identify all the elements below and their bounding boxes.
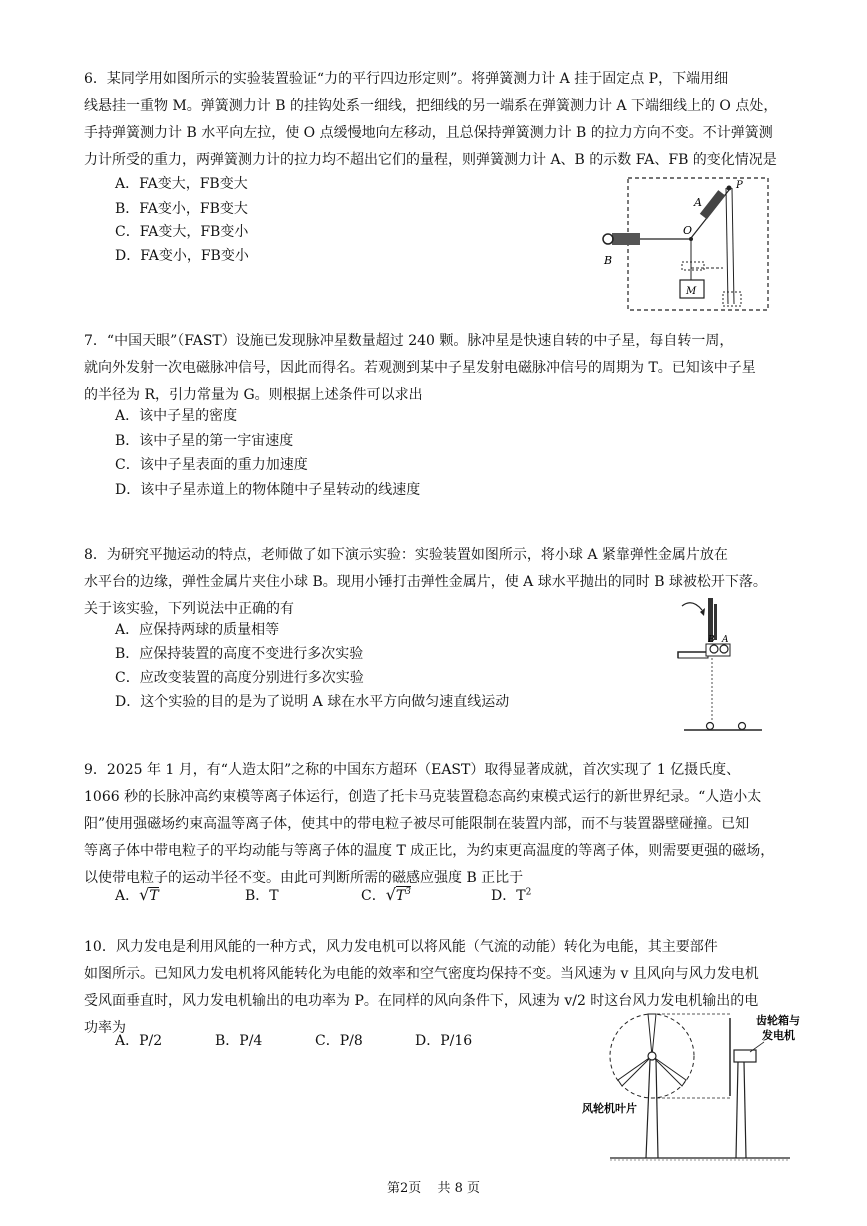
q9-line-2: 1066 秒的长脉冲高约束模等离子体运行，创造了托卡马克装置稳态高约束模式运行的新世界纪录。“人造小太 — [84, 789, 762, 805]
q8-line-2: 水平台的边缘，弹性金属片夹住小球 B。现用小锤打击弹性金属片，使 A 球水平抛出的同时 B 球被松开下落。 — [84, 574, 767, 590]
q10-line-3: 受风面垂直时，风力发电机输出的电功率为 P。在同样的风向条件下，风速为 v/2 时这台风力发电机输出的电 — [84, 993, 759, 1009]
q10-wind-turbine-figure — [580, 1008, 815, 1168]
q8-option-c: C．应改变装置的高度分别进行多次实验 — [115, 670, 364, 686]
q9-option-b: B．T — [245, 888, 279, 904]
q8-label-b: B — [708, 635, 715, 645]
question-7 — [84, 328, 812, 409]
q6-line-2: 线悬挂一重物 M。弹簧测力计 B 的挂钩处系一细线，把细线的另一端系在弹簧测力计 A 下端细线上的 O 点处， — [84, 98, 778, 114]
q6-label-m: M — [686, 286, 697, 297]
q6-option-b: B．FA变小，FB变大 — [115, 201, 248, 217]
q6-line-1: 6．某同学用如图所示的实验装置验证“力的平行四边形定则”。将弹簧测力计 A 挂于固定点 P，下端用细 — [84, 71, 729, 87]
q10-label-blade: 风轮机叶片 — [582, 1102, 637, 1115]
q8-line-1: 8．为研究平抛运动的特点，老师做了如下演示实验：实验装置如图所示，将小球 A 紧靠弹性金属片放在 — [84, 547, 728, 563]
q7-line-3: 的半径为 R，引力常量为 G。则根据上述条件可以求出 — [84, 387, 423, 403]
q10-label-gearbox-2: 发电机 — [762, 1029, 795, 1042]
q6-label-o: O — [683, 224, 693, 237]
q8-apparatus-figure — [670, 596, 765, 736]
q10-label-gearbox-1: 齿轮箱与 — [756, 1014, 800, 1027]
q7-option-c: C．该中子星表面的重力加速度 — [115, 457, 308, 473]
q10-option-b: B．P/4 — [215, 1033, 263, 1049]
q10-line-2: 如图所示。已知风力发电机将风能转化为电能的效率和空气密度均保持不变。当风速为 v 且风向与风力发电机 — [84, 966, 759, 982]
question-6 — [84, 66, 812, 174]
q6-line-4: 力计所受的重力，两弹簧测力计的拉力均不超出它们的量程，则弹簧测力计 A、B 的示数 FA、FB 的变化情况是 — [84, 152, 777, 168]
q10-option-c: C．P/8 — [315, 1033, 363, 1049]
q6-option-c: C．FA变大，FB变小 — [115, 224, 249, 240]
q7-option-d: D．该中子星赤道上的物体随中子星转动的线速度 — [115, 482, 421, 498]
footer-page-total: 共 8 页 — [437, 1181, 480, 1196]
q6-apparatus-figure — [598, 172, 773, 314]
q8-option-d: D．这个实验的目的是为了说明 A 球在水平方向做匀速直线运动 — [115, 694, 510, 710]
q9-line-1: 9．2025 年 1 月，有“人造太阳”之称的中国东方超环（EAST）取得显著成就，首次实现了 1 亿摄氏度、 — [84, 762, 741, 778]
q8-option-a: A．应保持两球的质量相等 — [115, 622, 280, 638]
q7-option-a: A．该中子星的密度 — [115, 408, 238, 424]
q10-option-a: A．P/2 — [115, 1033, 163, 1049]
q6-option-d: D．FA变小，FB变小 — [115, 248, 249, 264]
q9-line-3: 阳”使用强磁场约束高温等离子体，使其中的带电粒子被尽可能限制在装置内部，而不与装置器壁碰撞。已知 — [84, 816, 750, 832]
q7-line-1: 7．“中国天眼”（FAST）设施已发现脉冲星数量超过 240 颗。脉冲星是快速自转的中子星，每自转一周， — [84, 333, 734, 349]
q10-option-d: D．P/16 — [415, 1033, 473, 1049]
q6-line-3: 手持弹簧测力计 B 水平向左拉，使 O 点缓慢地向左移动，且总保持弹簧测力计 B 的拉力方向不变。不计弹簧测 — [84, 125, 773, 141]
q9-option-d: D．$T^2$ — [491, 887, 532, 904]
q8-option-b: B．应保持装置的高度不变进行多次实验 — [115, 646, 364, 662]
q8-line-3: 关于该实验，下列说法中正确的有 — [84, 601, 294, 617]
footer-page-number: 第2页 — [387, 1181, 422, 1196]
q9-options — [115, 885, 531, 905]
q6-option-a: A．FA变大，FB变大 — [115, 176, 248, 192]
q6-label-p: P — [736, 180, 743, 191]
q10-line-1: 10．风力发电是利用风能的一种方式，风力发电机可以将风能（气流的动能）转化为电能，其主要部件 — [84, 939, 718, 955]
q6-label-a: A — [694, 196, 702, 209]
q10-options — [115, 1030, 472, 1050]
q10-line-4: 功率为 — [84, 1020, 126, 1036]
q9-option-c: C．$√T^3$ — [361, 885, 411, 904]
q7-option-b: B．该中子星的第一宇宙速度 — [115, 433, 294, 449]
q6-label-b: B — [604, 254, 613, 267]
q8-label-a: A — [722, 635, 729, 645]
page-footer — [0, 1177, 867, 1196]
q9-line-4: 等离子体中带电粒子的平均动能与等离子体的温度 T 成正比，为约束更高温度的等离子体，则需要更强的磁场， — [84, 843, 775, 859]
q9-option-a: A．√T — [115, 885, 159, 904]
question-9 — [84, 757, 812, 892]
q9-line-5: 以使带电粒子的运动半径不变。由此可判断所需的磁感应强度 B 正比于 — [84, 870, 524, 886]
q7-line-2: 就向外发射一次电磁脉冲信号，因此而得名。若观测到某中子星发射电磁脉冲信号的周期为 T。已知该中子星 — [84, 360, 756, 376]
